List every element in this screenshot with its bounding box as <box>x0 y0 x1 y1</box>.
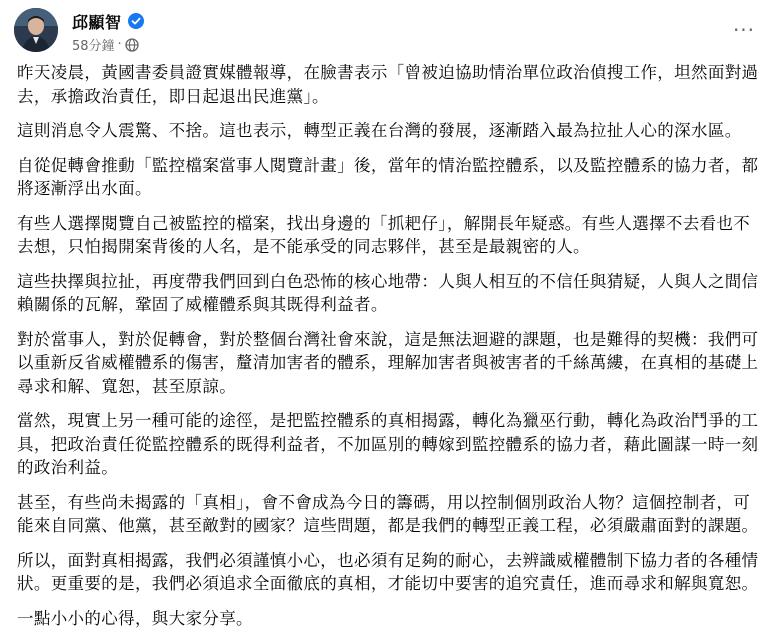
paragraph: 自從促轉會推動「監控檔案當事人閱覽計畫」後，當年的情治監控體系，以及監控體系的協力者，都將逐漸浮出水面。 <box>17 155 759 198</box>
verified-badge-icon <box>128 13 144 29</box>
author-row <box>72 10 144 32</box>
more-options-button[interactable] <box>732 20 756 40</box>
avatar-image <box>14 8 58 52</box>
author-name[interactable]: 邱顯智 <box>72 12 122 32</box>
paragraph: 甚至，有些尚未揭露的「真相」，會不會成為今日的籌碼，用以控制個別政治人物？這個控制者，可能來自同黨、他黨，甚至敵對的國家？這些問題，都是我們的轉型正義工程，必須嚴肅面對的課題。 <box>17 492 759 535</box>
timestamp[interactable]: 58分鐘 <box>72 38 115 54</box>
paragraph: 當然，現實上另一種可能的途徑，是把監控體系的真相揭露，轉化為獵巫行動，轉化為政治鬥爭的工具，把政治責任從監控體系的既得利益者，不加區別的轉嫁到監控體系的協力者，藉此圖謀一時一刻的政治利益。 <box>17 411 759 477</box>
paragraph: 對於當事人，對於促轉會，對於整個台灣社會來說，這是無法迴避的課題，也是難得的契機：我們可以重新反省威權體系的傷害，釐清加害者的體系，理解加害者與被害者的千絲萬縷，在真相的基礎上尋求和解、寬恕，甚至原諒。 <box>17 329 759 396</box>
paragraph: 所以，面對真相揭露，我們必須謹慎小心，也必須有足夠的耐心，去辨識威權體制下協力者的各種情狀。更重要的是，我們必須追求全面徹底的真相，才能切中要害的追究責任，進而尋求和解與寬恕。 <box>17 550 759 593</box>
author-block <box>72 10 144 53</box>
post-meta <box>72 35 144 53</box>
more-options-icon: ··· <box>732 18 756 42</box>
paragraph: 有些人選擇閱覽自己被監控的檔案，找出身邊的「抓耙仔」，解開長年疑惑。有些人選擇不去看也不去想，只怕揭開案背後的人名，是不能承受的同志夥伴，甚至是最親密的人。 <box>17 213 751 256</box>
meta-separator: · <box>117 36 122 52</box>
paragraph: 這些抉擇與拉扯，再度帶我們回到白色恐怖的核心地帶：人與人相互的不信任與猜疑，人與人之間信賴關係的瓦解，鞏固了威權體系與其既得利益者。 <box>17 271 759 314</box>
paragraph: 一點小小的心得，與大家分享。 <box>17 608 253 628</box>
paragraph: 昨天凌晨，黃國書委員證實媒體報導，在臉書表示「曾被迫協助情治單位政治偵搜工作，坦然面對過去，承擔政治責任，即日起退出民進黨」。 <box>17 63 759 106</box>
paragraph: 這則消息令人震驚、不捨。這也表示，轉型正義在台灣的發展，逐漸踏入最為拉扯人心的深水區。 <box>17 121 742 140</box>
post-body <box>17 61 764 641</box>
post-header <box>14 8 762 56</box>
avatar[interactable] <box>14 8 58 52</box>
globe-icon[interactable] <box>125 37 139 51</box>
